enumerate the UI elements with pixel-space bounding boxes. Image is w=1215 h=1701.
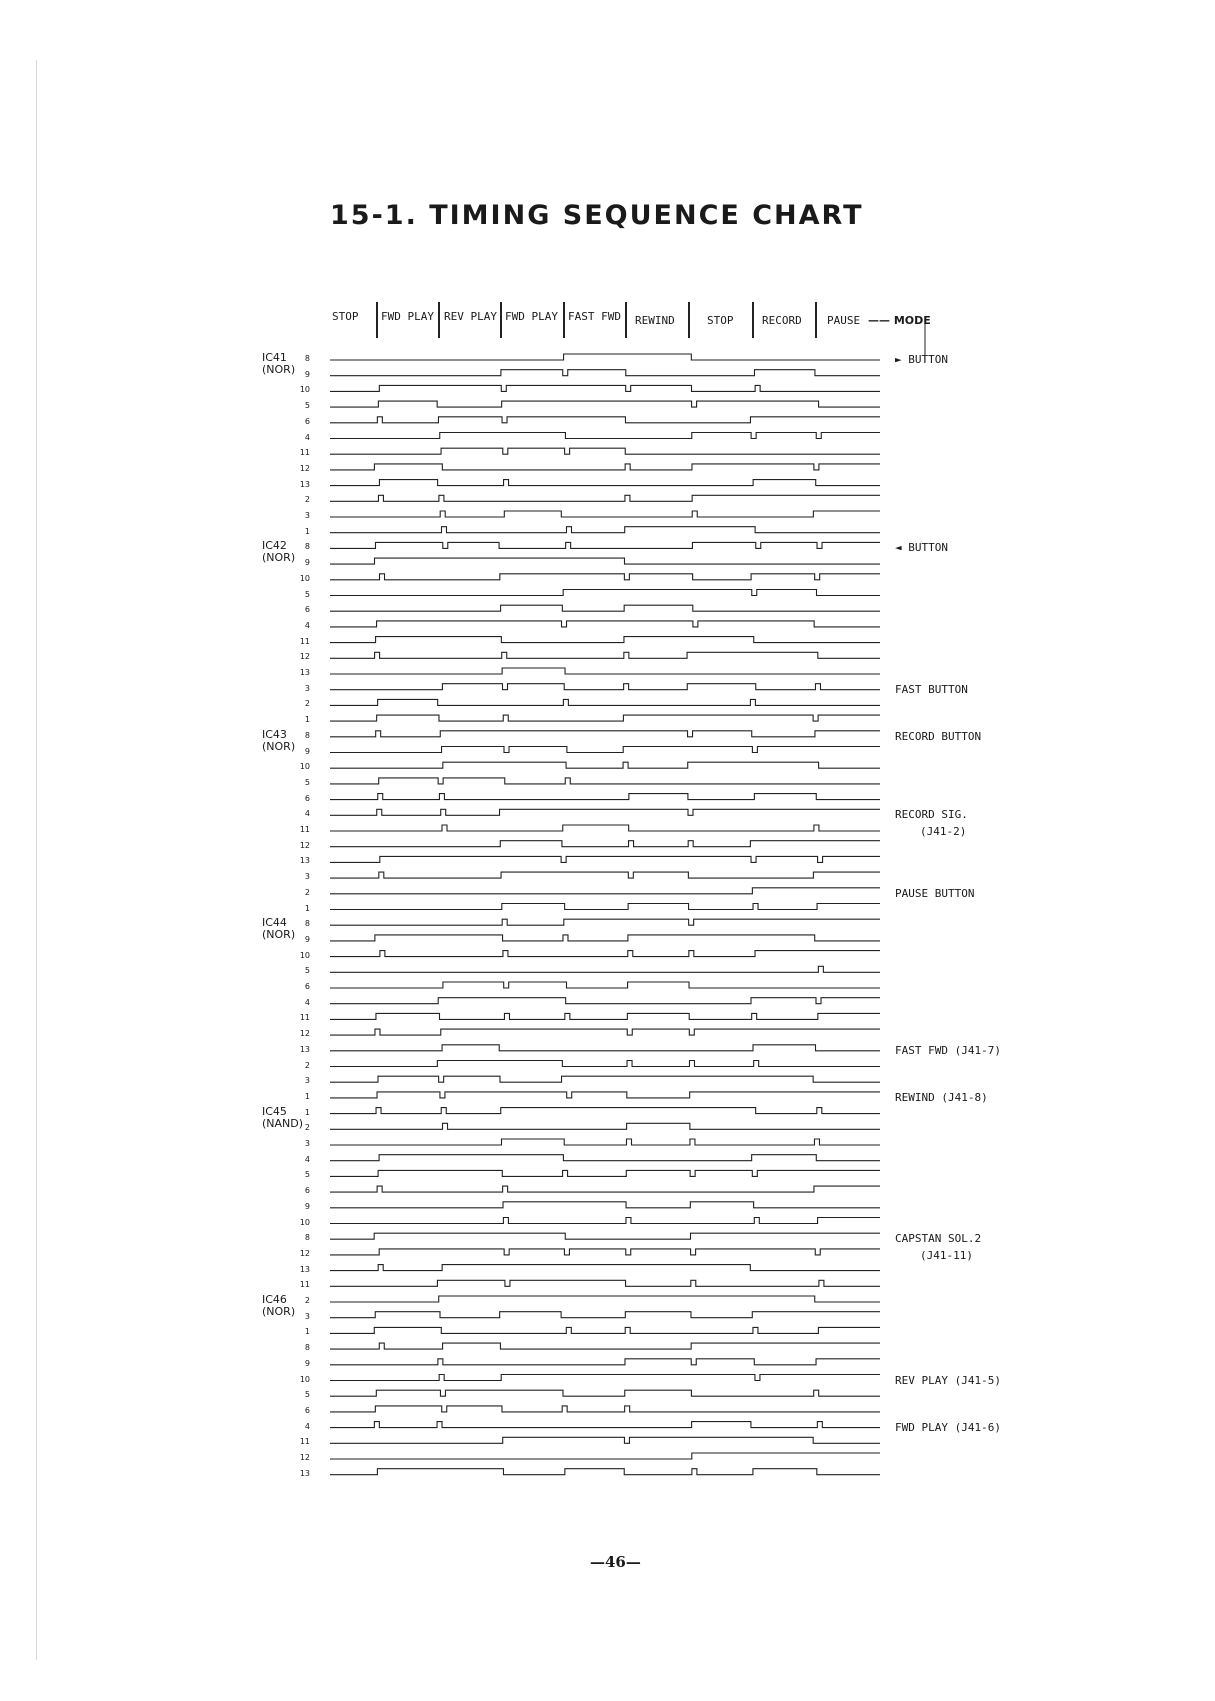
waveform-trace (330, 652, 880, 658)
ic-name: IC45 (262, 1104, 287, 1118)
pin-number: 1 (304, 903, 310, 913)
pin-number: 4 (304, 1421, 310, 1431)
signal-label: RECORD SIG. (895, 808, 968, 822)
waveform-trace (330, 1265, 880, 1271)
page-title: 15-1. TIMING SEQUENCE CHART (330, 200, 864, 231)
pin-number: 6 (304, 1186, 310, 1196)
pin-number: 5 (304, 777, 310, 787)
waveform-trace (330, 354, 880, 360)
ic-type: (NOR) (262, 363, 296, 376)
pin-number: 13 (299, 479, 310, 489)
mode-record: RECORD (762, 314, 802, 327)
pin-number: 8 (304, 354, 310, 363)
waveform-trace (330, 982, 880, 988)
waveform-trace (330, 1092, 880, 1098)
waveform-trace (330, 417, 880, 423)
waveform-trace (330, 1076, 880, 1082)
pin-number: 6 (304, 1405, 310, 1415)
ic-name: IC46 (262, 1293, 287, 1306)
waveform-trace (330, 888, 880, 894)
mode-fwd-play-1: FWD PLAY (381, 310, 434, 323)
pin-number: 13 (299, 1264, 310, 1274)
waveform-trace (330, 574, 880, 580)
waveform-trace (330, 1312, 880, 1318)
waveform-trace (330, 1202, 880, 1208)
mode-fwd-play-2: FWD PLAY (505, 310, 558, 323)
waveform-trace (330, 527, 880, 533)
mode-fast-fwd: FAST FWD (568, 310, 621, 323)
pin-number: 13 (299, 668, 310, 677)
pin-number: 13 (299, 856, 310, 866)
pin-number: 12 (299, 1248, 310, 1258)
waveform-trace (330, 825, 880, 831)
pin-number: 6 (304, 982, 310, 991)
pin-number: 1 (304, 1327, 310, 1337)
waveform-trace (330, 637, 880, 643)
waveform-trace (330, 495, 880, 501)
waveform-trace (330, 1029, 880, 1035)
mode-stop-2: STOP (707, 314, 734, 327)
pin-number: 11 (299, 825, 310, 834)
signal-label: PAUSE BUTTON (895, 886, 975, 900)
waveform-trace (330, 794, 880, 800)
waveform-trace (330, 558, 880, 564)
signal-label: FWD PLAY (J41-6) (895, 1420, 1001, 1434)
pin-number: 6 (304, 605, 310, 615)
pin-number: 8 (304, 1343, 310, 1353)
pin-number: 4 (304, 809, 310, 819)
pin-number: 8 (304, 919, 310, 929)
waveform-trace (330, 731, 880, 737)
pin-number: 9 (304, 746, 310, 756)
pin-number: 11 (299, 1437, 310, 1447)
signal-label: ◄ BUTTON (895, 541, 948, 555)
waveform-trace (330, 1390, 880, 1396)
pin-number: 4 (304, 432, 310, 442)
signal-label-sub: (J41-2) (920, 825, 967, 839)
pin-number: 6 (304, 416, 310, 426)
waveform-trace (330, 1186, 880, 1192)
waveform-trace (330, 1170, 880, 1176)
waveform-trace (330, 401, 880, 407)
pin-number: 5 (304, 1390, 310, 1400)
waveform-trace (330, 1249, 880, 1255)
waveform-trace (330, 809, 880, 815)
pin-number: 3 (304, 511, 310, 520)
ic-type: (NOR) (262, 928, 296, 942)
mode-pause: PAUSE (827, 314, 861, 327)
signal-label: REV PLAY (J41-5) (895, 1373, 1001, 1387)
ic-name: IC41 (262, 351, 287, 364)
waveform-trace (330, 1343, 880, 1349)
pin-number: 11 (299, 1013, 310, 1023)
waveform-trace (330, 370, 880, 376)
pin-number: 10 (299, 1374, 310, 1384)
waveform-trace (330, 1233, 880, 1239)
pin-number: 12 (299, 840, 310, 850)
ic-name: IC42 (262, 539, 287, 553)
waveform-trace (330, 385, 880, 391)
waveform-trace (330, 715, 880, 721)
pin-number: 10 (299, 762, 310, 772)
ic-name: IC43 (262, 727, 287, 741)
waveform-trace (330, 684, 880, 690)
pin-number: 5 (304, 401, 310, 411)
waveform-trace (330, 1061, 880, 1067)
pin-number: 3 (304, 1139, 310, 1148)
waveform-trace (330, 1437, 880, 1443)
waveform-trace (330, 998, 880, 1004)
waveform-trace (330, 1108, 880, 1114)
pin-number: 13 (299, 1468, 310, 1478)
pin-number: 13 (299, 1044, 310, 1054)
waveform-trace (330, 1139, 880, 1145)
pin-number: 12 (299, 652, 310, 662)
waveform-trace (330, 762, 880, 768)
signal-label: CAPSTAN SOL.2 (895, 1232, 982, 1246)
pin-number: 11 (299, 636, 310, 646)
waveform-trace (330, 1155, 880, 1161)
pin-number: 6 (304, 793, 310, 803)
waveform-trace (330, 699, 880, 705)
pin-number: 9 (304, 558, 310, 568)
pin-number: 12 (299, 463, 310, 473)
waveform-trace (330, 1375, 880, 1381)
pin-number: 11 (299, 448, 310, 458)
waveform-trace (330, 1123, 880, 1129)
mode-rewind: REWIND (635, 314, 675, 327)
pin-number: 5 (304, 589, 310, 599)
ic-type: (NAND) (262, 1116, 304, 1130)
waveform-trace (330, 904, 880, 910)
signal-label: FAST BUTTON (895, 682, 968, 696)
ic-name: IC44 (262, 916, 287, 930)
pin-number: 9 (304, 934, 310, 944)
waveform-trace (330, 872, 880, 878)
signal-label-sub: (J41-11) (920, 1249, 973, 1263)
pin-number: 8 (304, 542, 310, 552)
waveform-trace (330, 1296, 880, 1302)
waveform-trace (330, 605, 880, 611)
waveform-trace (330, 856, 880, 862)
pin-number: 11 (299, 1280, 310, 1290)
pin-number: 3 (304, 872, 310, 882)
pin-number: 2 (304, 1060, 310, 1070)
waveform-trace (330, 1280, 880, 1286)
pin-number: 4 (304, 1154, 310, 1164)
pin-number: 12 (299, 1029, 310, 1039)
pin-number: 2 (304, 699, 310, 709)
mode-rev-play: REV PLAY (444, 310, 497, 323)
pin-number: 10 (299, 385, 310, 395)
waveform-trace (330, 1406, 880, 1412)
pin-number: 5 (304, 1170, 310, 1180)
signal-label: ► BUTTON (895, 353, 948, 366)
waveform-trace (330, 1218, 880, 1224)
pin-number: 3 (304, 1311, 310, 1321)
ic-type: (NOR) (262, 1305, 296, 1318)
pin-number: 3 (304, 1076, 310, 1086)
waveform-trace (330, 951, 880, 957)
page-number: —46— (590, 1553, 641, 1571)
mode-stop-1: STOP (332, 310, 359, 323)
waveform-trace (330, 919, 880, 925)
waveform-trace (330, 590, 880, 596)
pin-number: 5 (304, 966, 310, 976)
pin-number: 8 (304, 730, 310, 740)
pin-number: 10 (299, 1217, 310, 1227)
waveform-trace (330, 542, 880, 548)
pin-number: 4 (304, 620, 310, 630)
pin-number: 10 (299, 950, 310, 960)
signal-label: RECORD BUTTON (895, 729, 982, 743)
waveform-trace (330, 778, 880, 784)
signal-label: FAST FWD (J41-7) (895, 1043, 1001, 1057)
waveform-trace (330, 511, 880, 517)
pin-number: 1 (304, 715, 310, 725)
waveform-trace (330, 966, 880, 972)
pin-number: 2 (304, 1123, 310, 1133)
pin-number: 1 (304, 1107, 310, 1117)
waveform-trace (330, 841, 880, 847)
waveform-trace (330, 1359, 880, 1365)
pin-number: 1 (304, 1091, 310, 1101)
pin-number: 12 (299, 1453, 310, 1462)
waveform-trace (330, 1453, 880, 1459)
pin-number: 4 (304, 997, 310, 1007)
waveform-trace (330, 668, 880, 674)
pin-number: 3 (304, 683, 310, 693)
waveform-trace (330, 1469, 880, 1475)
waveform-trace (330, 433, 880, 439)
waveform-trace (330, 464, 880, 470)
waveform-trace (330, 1045, 880, 1051)
waveform-trace (330, 1327, 880, 1333)
waveform-trace (330, 935, 880, 941)
mode-label-text: MODE (893, 314, 931, 327)
pin-number: 1 (304, 526, 310, 536)
waveform-trace (330, 1422, 880, 1428)
waveform-trace (330, 480, 880, 486)
ic-type: (NOR) (262, 551, 296, 565)
pin-number: 2 (304, 495, 310, 505)
pin-number: 8 (304, 1233, 310, 1243)
waveform-trace (330, 621, 880, 627)
pin-number: 9 (304, 1358, 310, 1368)
pin-number: 9 (304, 369, 310, 379)
mode-label: —— MODE (868, 314, 931, 327)
waveform-trace (330, 1013, 880, 1019)
pin-number: 2 (304, 887, 310, 897)
pin-number: 2 (304, 1296, 310, 1305)
pin-number: 9 (304, 1201, 310, 1211)
waveform-trace (330, 448, 880, 454)
pin-number: 10 (299, 573, 310, 583)
waveform-trace (330, 747, 880, 753)
ic-type: (NOR) (262, 739, 296, 753)
signal-label: REWIND (J41-8) (895, 1090, 988, 1104)
